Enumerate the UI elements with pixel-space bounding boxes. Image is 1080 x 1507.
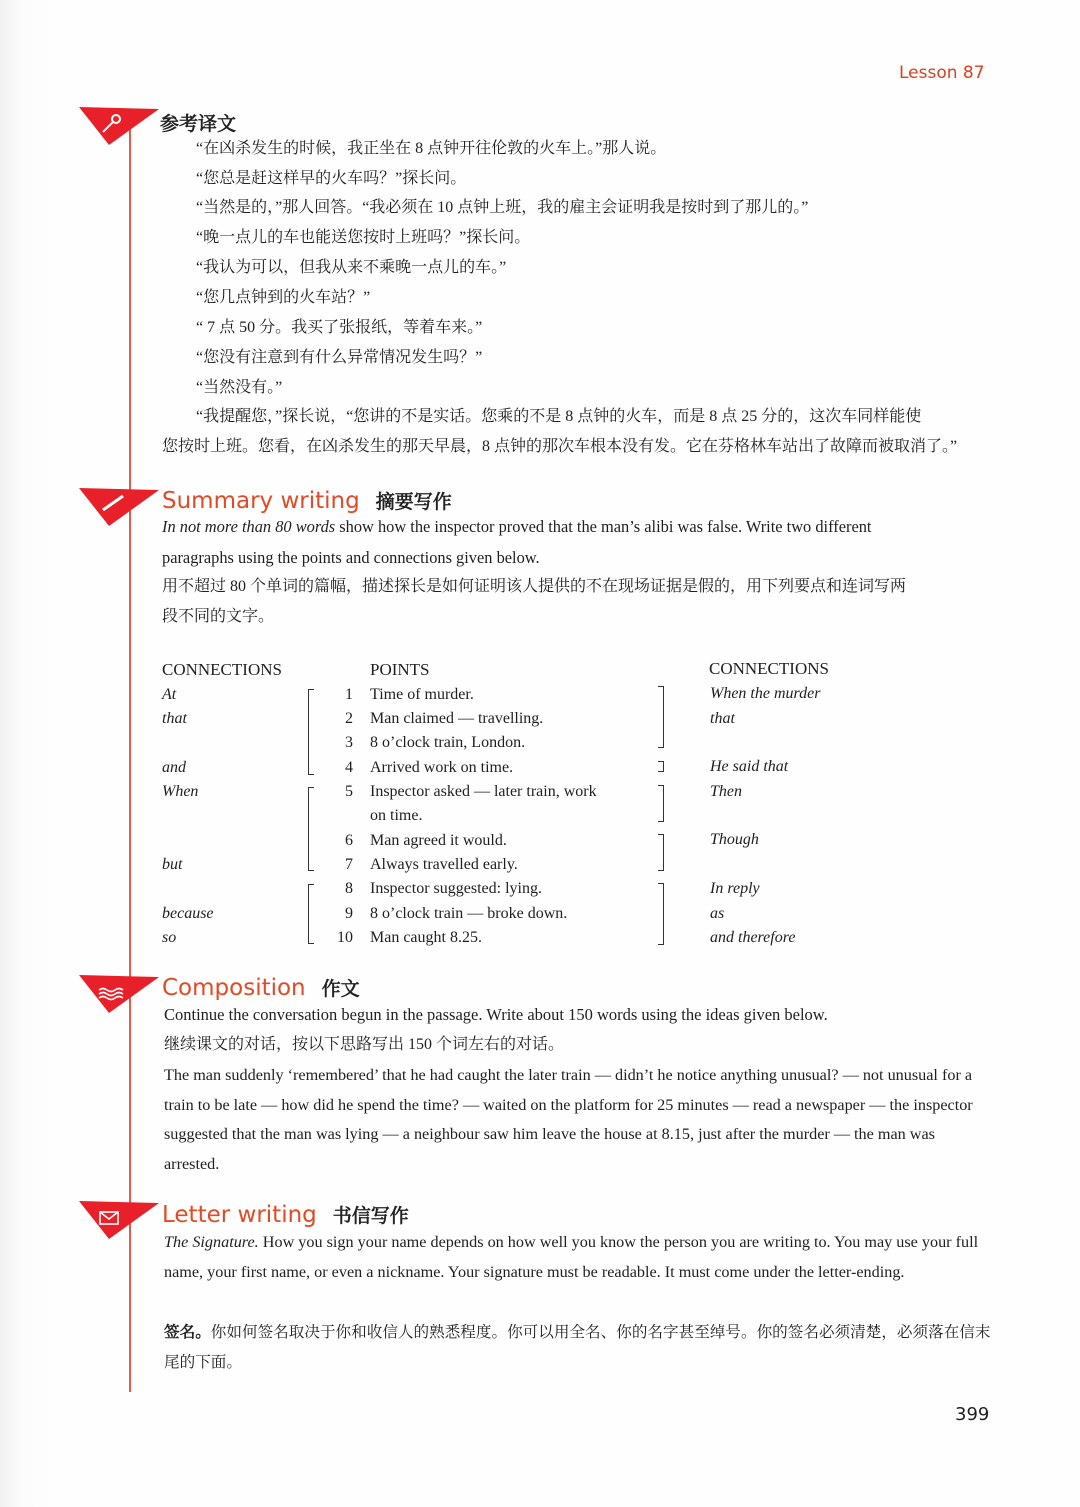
group-bracket-right	[658, 834, 664, 871]
right-connections-header: CONNECTIONS	[709, 659, 829, 678]
point-number: 3	[345, 734, 353, 751]
right-connection: When the murder	[710, 685, 821, 702]
point-text: 8 o’clock train — broke down.	[370, 905, 568, 922]
point-text: Inspector asked — later train, work	[370, 783, 597, 800]
point-number: 7	[345, 856, 353, 873]
letter-marker	[79, 1201, 161, 1239]
summary-title-en: Summary writing	[162, 488, 360, 514]
group-bracket-right	[658, 883, 664, 945]
letter-title	[162, 1201, 409, 1228]
summary-instruction-rest: show how the inspector proved that the man’s alibi was false. Write two different	[335, 517, 872, 536]
translation-line: “ 7 点 50 分。我买了张报纸，等着车来。”	[196, 319, 483, 336]
point-number: 10	[337, 929, 353, 946]
reference-title: 参考译文	[160, 113, 237, 135]
point-number: 4	[345, 759, 353, 776]
point-number: 5	[345, 783, 353, 800]
translation-line: “当然是的，”那人回答。“我必须在 10 点钟上班，我的雇主会证明我是按时到了那儿的。”	[196, 199, 809, 216]
translation-line: “您没有注意到有什么异常情况发生吗？”	[196, 349, 483, 366]
summary-instruction	[162, 517, 871, 537]
letter-lead: The Signature.	[164, 1233, 259, 1251]
point-number: 2	[345, 710, 353, 727]
left-connection: At	[162, 686, 177, 703]
point-text: Always travelled early.	[370, 856, 518, 873]
point-text: Man agreed it would.	[370, 832, 507, 849]
left-connection: so	[162, 929, 177, 946]
composition-title	[162, 974, 360, 1001]
letter-lead-zh: 签名。	[164, 1324, 211, 1341]
group-bracket-right	[658, 686, 664, 748]
translation-line: “您几点钟到的火车站？”	[196, 289, 371, 306]
composition-title-en: Composition	[162, 975, 306, 1001]
letter-title-zh: 书信写作	[332, 1205, 409, 1227]
point-text: Inspector suggested: lying.	[370, 880, 542, 897]
left-connection: that	[162, 710, 187, 727]
point-text: Man caught 8.25.	[370, 929, 482, 946]
letter-body-zh-text: 你如何签名取决于你和收信人的熟悉程度。你可以用全名、你的名字甚至绰号。你的签名必须清楚，必须落在信末尾的下面。	[164, 1324, 991, 1371]
right-connection: and therefore	[710, 929, 796, 946]
right-connection: He said that	[710, 758, 789, 775]
right-connection: as	[710, 905, 725, 922]
points-header: POINTS	[370, 660, 430, 679]
composition-marker	[79, 975, 161, 1013]
point-text: Arrived work on time.	[370, 759, 514, 776]
summary-instruction-zh-2: 段不同的文字。	[162, 608, 275, 625]
summary-title-zh: 摘要写作	[375, 491, 452, 513]
point-number: 1	[345, 686, 353, 703]
point-number: 8	[345, 880, 353, 897]
right-connection: that	[710, 710, 735, 727]
translation-line: 您按时上班。您看，在凶杀发生的那天早晨，8 点钟的那次车根本没有发。它在芬格林车站出了故障而被取消了。”	[162, 438, 958, 455]
group-bracket-right	[658, 785, 664, 822]
summary-instruction-zh: 用不超过 80 个单词的篇幅，描述探长是如何证明该人提供的不在现场证据是假的，用下列要点和连词写两	[162, 578, 907, 595]
point-number: 9	[345, 905, 353, 922]
point-text: on time.	[370, 807, 423, 824]
letter-body-text: How you sign your name depends on how well you know the person you are writing to. You may use your full name, your first name, or even a nickname. Your signature must be readable. It must come under the letter-ending.	[164, 1233, 979, 1281]
translation-line: “在凶杀发生的时候，我正坐在 8 点钟开往伦敦的火车上。”那人说。	[196, 140, 667, 157]
group-bracket-right	[658, 761, 664, 772]
left-connections-header: CONNECTIONS	[162, 660, 282, 679]
translation-line: “当然没有。”	[196, 379, 283, 396]
left-connection: When	[162, 783, 199, 800]
summary-instruction-2: paragraphs using the points and connections given below.	[162, 548, 540, 567]
composition-instruction-zh: 继续课文的对话，按以下思路写出 150 个词左右的对话。	[164, 1036, 565, 1053]
summary-marker	[79, 488, 161, 526]
left-connection: because	[162, 905, 214, 922]
composition-instruction: Continue the conversation begun in the passage. Write about 150 words using the ideas given below.	[164, 1005, 828, 1024]
reference-marker	[79, 107, 161, 145]
page-number: 399	[955, 1404, 990, 1425]
group-bracket-left	[308, 787, 314, 871]
lesson-label: Lesson 87	[899, 63, 985, 83]
left-connection: and	[162, 759, 186, 776]
group-bracket-left	[308, 689, 314, 775]
right-connection: Then	[710, 783, 742, 800]
letter-title-en: Letter writing	[162, 1202, 317, 1228]
translation-line: “您总是赶这样早的火车吗？”探长问。	[196, 170, 467, 187]
point-text: Man claimed — travelling.	[370, 710, 544, 727]
composition-title-zh: 作文	[321, 978, 360, 1000]
summary-word-limit: In not more than 80 words	[162, 517, 336, 536]
left-connection: but	[162, 856, 183, 873]
right-connection: Though	[710, 831, 759, 848]
right-connection: In reply	[710, 880, 760, 897]
translation-line: “晚一点儿的车也能送您按时上班吗？”探长问。	[196, 229, 531, 246]
translation-line: “我认为可以，但我从来不乘晚一点儿的车。”	[196, 259, 507, 276]
point-number: 6	[345, 832, 353, 849]
letter-body-zh	[164, 1318, 992, 1377]
group-bracket-left	[308, 884, 314, 944]
margin-rule	[129, 112, 131, 1392]
point-text: Time of murder.	[370, 686, 474, 703]
translation-line: “我提醒您，”探长说，“您讲的不是实话。您乘的不是 8 点钟的火车，而是 8 点 25 分的，这次车同样能使	[196, 408, 922, 425]
point-text: 8 o’clock train, London.	[370, 734, 526, 751]
composition-ideas: The man suddenly ‘remembered’ that he had caught the later train — didn’t he notice anything unusual? — not unusual for a train to be late — how did he spend the time? — waited on the platform for 25 minutes — read a newspaper — the inspector suggested that the man was lying — a neighbour saw him leave the house at 8.15, just after the murder — the man was arrested.	[164, 1066, 973, 1174]
summary-title	[162, 487, 452, 514]
letter-body	[164, 1228, 979, 1287]
